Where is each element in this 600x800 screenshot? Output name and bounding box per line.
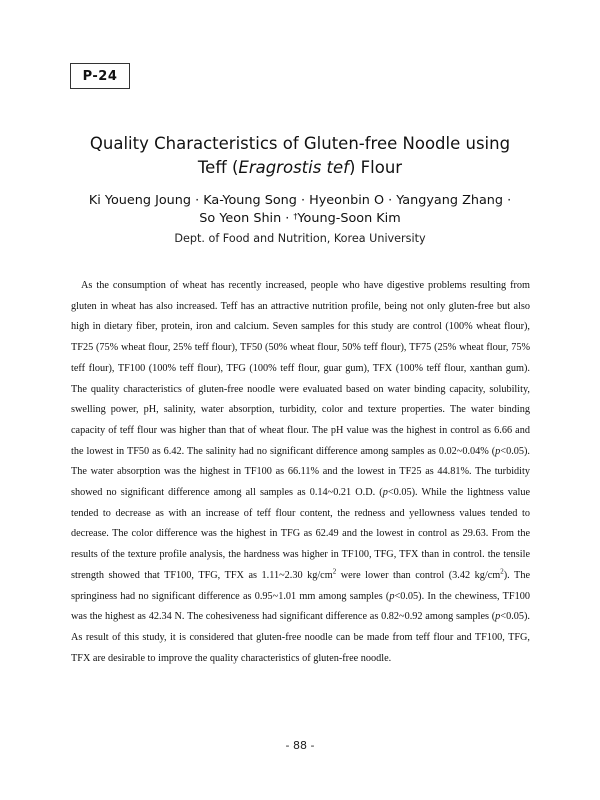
poster-id-badge: P-24 — [70, 63, 130, 89]
species-name: Eragrostis tef — [238, 158, 349, 177]
title-line-2: Teff (Eragrostis tef) Flour — [197, 158, 403, 177]
authors-line-2: So Yeon Shin · †Young-Soon Kim — [199, 211, 401, 226]
authors-line-1: Ki Youeng Joung · Ka-Young Song · Hyeonbin O · Yangyang Zhang · — [88, 193, 512, 208]
corresponding-author-mark: † — [293, 212, 298, 221]
affiliation: Dept. of Food and Nutrition, Korea University — [174, 232, 426, 245]
abstract-body: As the consumption of wheat has recently increased, people who have digestive problems resulting from gluten in wheat has also increased. Teff has an attractive nutrition profile, being not only gluten-free but also high in dietary fiber, protein, iron and calcium. Seven samples for this study are control (100% wheat flour), TF25 (75% wheat flour, 25% teff flour), TF50 (50% wheat flour, 50% teff flour), TF75 (25% wheat flour, 75% teff flour), TF100 (100% teff flour), TFG (100% teff flour, guar gum), TFX (100% teff flour, xanthan gum). The quality characteristics of gluten-free noodle were evaluated based on water binding capacity, solubility, swelling power, pH, salinity, water absorption, turbidity, color and texture properties. The water binding capacity of teff flour was higher than that of wheat flour. The pH value was the highest in control as 6.66 and the lowest in TF50 as 6.42. The salinity had no significant difference among samples as 0.02~0.04% (p<0.05). The water absorption was the highest in TF100 as 66.11% and the lowest in TF25 as 44.81%. The turbidity showed no significant difference among all samples as 0.14~0.21 O.D. (p<0.05). While the lightness value tended to decrease as with an increase of teff flour content, the redness and yellowness values tended to decrease. The color difference was the highest in TFG as 62.49 and the lowest in control as 29.63. From the results of the texture profile analysis, the hardness was higher in TF100, TFG, TFX than in control. the tensile strength showed that TF100, TFG, TFX as 1.11~2.30 $kg/cm^2$ were lower than control (3.42 $kg/cm^2$). The springiness had no significant difference as 0.95~1.01 mm among samples (p<0.05). In the chewiness, TF100 was the highest as 42.34 N. The cohesiveness had significant difference as 0.82~0.92 among samples (p<0.05). As result of this study, it is considered that gluten-free noodle can be made from teff flour and TF100, TFG, TFX are desirable to improve the quality characteristics of gluten-free noodle. — [71, 280, 531, 664]
author-list — [60, 192, 540, 228]
title-line-1: Quality Characteristics of Gluten-free Noodle using — [89, 134, 511, 153]
page-number: - 88 - — [285, 739, 315, 752]
paper-title — [60, 132, 540, 180]
